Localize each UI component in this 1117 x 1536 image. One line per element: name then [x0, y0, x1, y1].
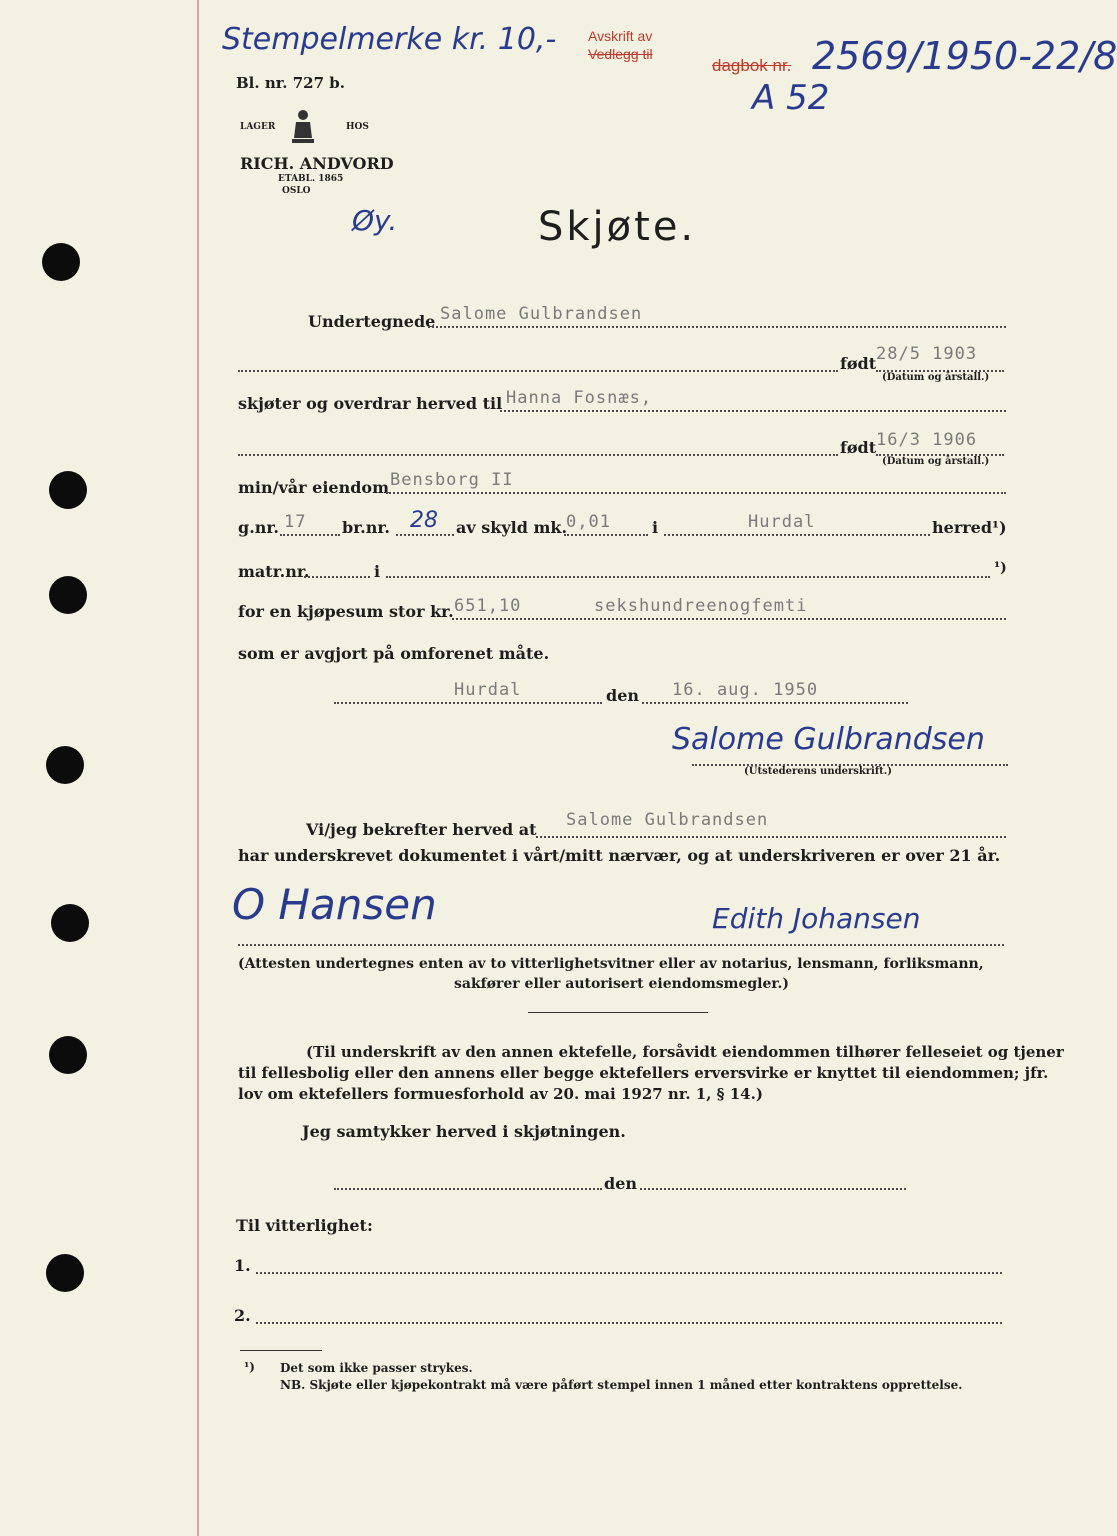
fodt-label: født	[840, 438, 877, 457]
skyld-label: av skyld mk.	[456, 518, 568, 537]
undertegnede-label: Undertegnede	[308, 312, 436, 331]
divider	[528, 1012, 708, 1013]
kjopesum-value: 651,10	[454, 596, 522, 616]
consent-text: Jeg samtykker herved i skjøtningen.	[302, 1122, 626, 1141]
spouse-line-3: lov om ektefellers formuesforhold av 20. mai 1927 nr. 1, § 14.)	[238, 1085, 763, 1103]
dotted-line	[280, 534, 340, 536]
witness-num-2: 2.	[234, 1306, 251, 1325]
avskrift-label: Avskrift av	[588, 28, 653, 44]
publisher-lager: LAGER	[240, 122, 276, 132]
dotted-line	[664, 534, 930, 536]
punch-hole	[51, 904, 89, 942]
bekrefter-value: Salome Gulbrandsen	[566, 810, 769, 830]
witness-statement: har underskrevet dokumentet i vårt/mitt nærvær, og at underskriveren er over 21 år.	[238, 846, 1001, 865]
datum-label: (Datum og årstall.)	[882, 456, 990, 467]
matr-end: ¹)	[994, 560, 1007, 576]
dotted-line	[428, 326, 1006, 328]
dotted-line	[238, 944, 1004, 946]
dotted-line	[238, 454, 838, 456]
bnr-value: 28	[410, 508, 438, 533]
footnote-rule	[240, 1350, 322, 1351]
dotted-line	[500, 410, 1006, 412]
buyer-name: Hanna Fosnæs,	[506, 388, 653, 408]
witness-signature-1: O Hansen	[232, 880, 437, 929]
dotted-line	[238, 370, 838, 372]
witness-num-1: 1.	[234, 1256, 251, 1275]
publisher-etabl: ETABL. 1865	[278, 174, 344, 184]
gnr-value: 17	[284, 512, 307, 532]
herred-label: herred¹)	[932, 518, 1007, 537]
place: Hurdal	[454, 680, 522, 700]
punch-hole	[49, 1036, 87, 1074]
matr-label: matr.nr.	[238, 562, 310, 581]
page-title: Skjøte.	[538, 204, 697, 250]
vedlegg-label: Vedlegg til	[588, 46, 653, 62]
form-number: Bl. nr. 727 b.	[236, 74, 345, 92]
datum-label: (Datum og årstall.)	[882, 372, 990, 383]
dotted-line	[452, 618, 1006, 620]
margin-line	[197, 0, 199, 1536]
dotted-line	[396, 534, 454, 536]
dotted-line	[536, 836, 1006, 838]
punch-hole	[46, 746, 84, 784]
footnote-line-2: NB. Skjøte eller kjøpekontrakt må være påført stempel innen 1 måned etter kontraktens opprettelse.	[280, 1378, 963, 1392]
a-number: A 52	[752, 78, 830, 118]
skyld-value: 0,01	[566, 512, 611, 532]
dotted-line	[386, 492, 1006, 494]
bnr-label: br.nr.	[342, 518, 390, 537]
punch-hole	[42, 243, 80, 281]
witness-signature-2: Edith Johansen	[712, 902, 921, 935]
dotted-line	[564, 534, 648, 536]
footnote-line-1: Det som ikke passer strykes.	[280, 1361, 473, 1375]
seller-name: Salome Gulbrandsen	[440, 304, 643, 324]
dagbok-number: 2569/1950-22/8	[812, 34, 1117, 78]
spouse-line-1: (Til underskrift av den annen ektefelle, forsåvidt eiendommen tilhører felleseiet og tjener	[306, 1043, 1064, 1061]
attest-line-1: (Attesten undertegnes enten av to vitterlighetsvitner eller av notarius, lensmann, forliksmann,	[238, 956, 984, 972]
attest-line-2: sakfører eller autorisert eiendomsmegler.)	[454, 976, 789, 992]
punch-hole	[49, 471, 87, 509]
eiendom-value: Bensborg II	[390, 470, 514, 490]
dotted-line	[256, 1322, 1002, 1324]
kjopesum-label: for en kjøpesum stor kr.	[238, 602, 454, 621]
punch-hole	[49, 576, 87, 614]
date: 16. aug. 1950	[672, 680, 819, 700]
skjoter-label: skjøter og overdrar herved til	[238, 394, 503, 413]
footnote-mark: ¹)	[244, 1360, 255, 1374]
stamp-note: Stempelmerke kr. 10,-	[222, 22, 557, 57]
dotted-line	[642, 702, 908, 704]
buyer-born: 16/3 1906	[876, 430, 978, 450]
matr-i-label: i	[374, 562, 381, 581]
dagbok-label: dagbok nr.	[712, 56, 792, 75]
seller-signature: Salome Gulbrandsen	[672, 722, 985, 757]
dotted-line	[334, 702, 602, 704]
bekrefter-label: Vi/jeg bekrefter herved at	[306, 820, 537, 839]
den-label: den	[606, 686, 639, 705]
kjopesum-words: sekshundreenogfemti	[594, 596, 808, 616]
dotted-line	[256, 1272, 1002, 1274]
punch-hole	[46, 1254, 84, 1292]
gnr-label: g.nr.	[238, 518, 279, 537]
utsteder-label: (Utstederens underskrift.)	[744, 766, 892, 777]
publisher-city: OSLO	[282, 186, 311, 196]
publisher-name: RICH. ANDVORD	[240, 154, 394, 173]
herred-value: Hurdal	[748, 512, 816, 532]
den-label-2: den	[604, 1174, 637, 1193]
initials: Øy.	[352, 204, 398, 237]
i-label: i	[652, 518, 659, 537]
publisher-logo	[290, 108, 316, 152]
dotted-line	[304, 576, 370, 578]
eiendom-label: min/vår eiendom	[238, 478, 390, 497]
dotted-line	[386, 576, 990, 578]
avgjort-text: som er avgjort på omforenet måte.	[238, 644, 550, 663]
seller-born: 28/5 1903	[876, 344, 978, 364]
dotted-line	[640, 1188, 906, 1190]
publisher-hos: HOS	[346, 122, 369, 132]
dotted-line	[334, 1188, 602, 1190]
spouse-line-2: til fellesbolig eller den annens eller begge ektefellers erversvirke er knyttet til eiendommen; jfr.	[238, 1064, 1049, 1082]
fodt-label: født	[840, 354, 877, 373]
vitterlighet-label: Til vitterlighet:	[236, 1216, 373, 1235]
